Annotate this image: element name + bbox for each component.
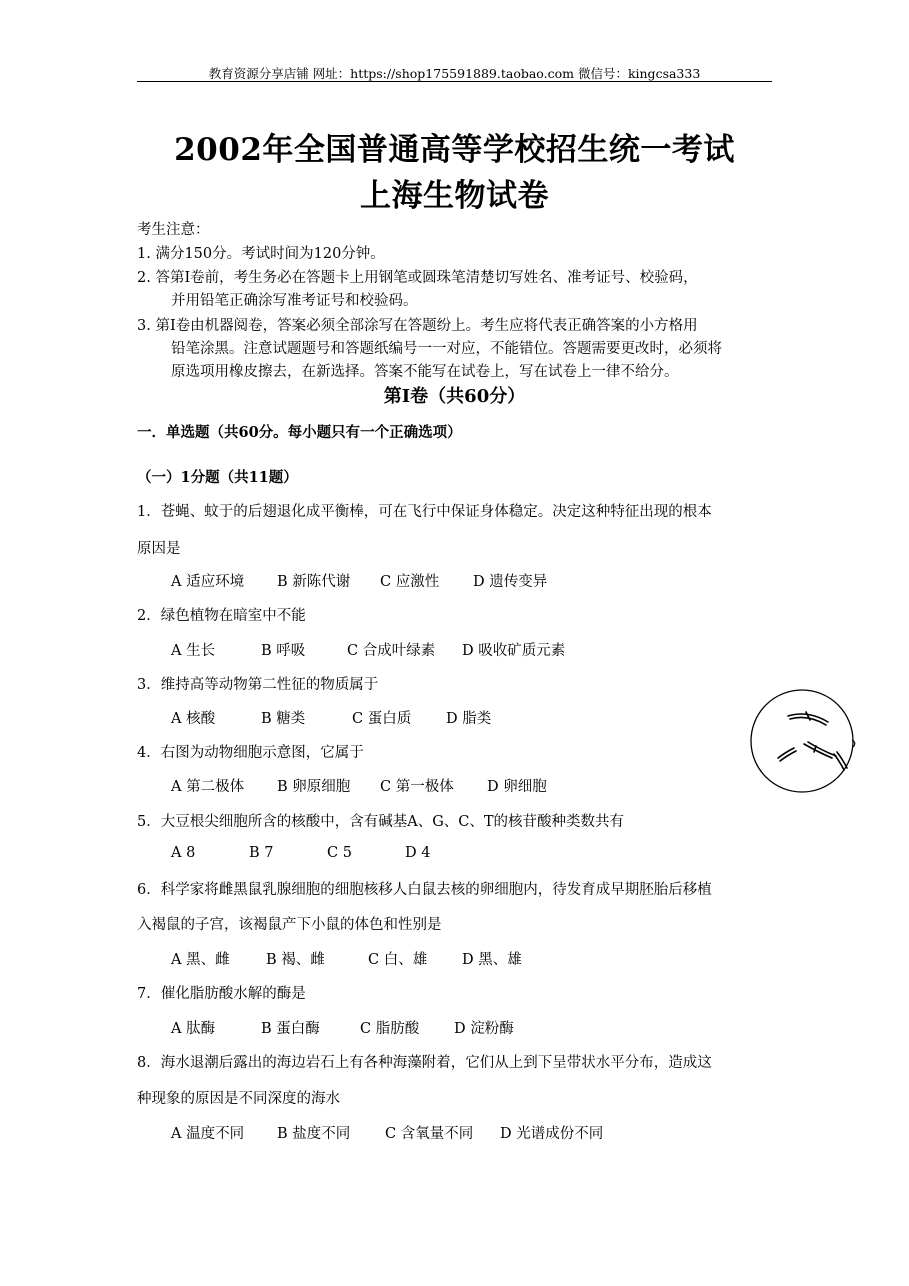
chromosome-2 (804, 742, 836, 758)
q6-option-a: A 黑、雌 (171, 952, 230, 968)
question-1: 1．苍蝇、蚊于的后翅退化成平衡棒，可在飞行中保证身体稳定。决定这种特征出现的根本 (137, 504, 712, 520)
q3-option-d: D 脂类 (446, 711, 492, 727)
notice-item-3: 3. 第Ⅰ卷由机器阅卷，答案必须全部涂写在答题纷上。考生应将代表正确答案的小方格用 (137, 318, 698, 334)
exam-title: 2002年全国普通高等学校招生统一考试 (174, 132, 735, 168)
q3-option-a: A 核酸 (171, 711, 216, 727)
q2-option-c: C 合成叶绿素 (347, 643, 436, 659)
q4-option-a: A 第二极体 (171, 779, 245, 795)
exam-subtitle: 上海生物试卷 (360, 178, 549, 214)
q1-option-b: B 新陈代谢 (277, 574, 351, 590)
q6-option-d: D 黑、雄 (462, 952, 522, 968)
part-title: 第Ⅰ卷（共60分） (383, 386, 526, 407)
question-5: 5．大豆根尖细胞所含的核酸中，含有碱基A、G、C、T的核苷酸种类数共有 (137, 814, 625, 830)
q7-option-c: C 脂肪酸 (360, 1021, 420, 1037)
q3-option-c: C 蛋白质 (352, 711, 412, 727)
q2-option-d: D 吸收矿质元素 (462, 643, 566, 659)
page-header: 教育资源分享店铺 网址：https://shop175591889.taobao.com 微信号：kingcsa333 (208, 66, 701, 81)
cell-membrane (751, 690, 853, 792)
question-2: 2．绿色植物在暗室中不能 (137, 608, 306, 624)
notice-heading: 考生注意： (137, 222, 210, 238)
q3-option-b: B 糖类 (261, 711, 306, 727)
notice-item-2-cont: 并用铅笔正确涂写准考证号和校验码。 (171, 293, 418, 309)
q4-option-b: B 卵原细胞 (277, 779, 351, 795)
question-3: 3．维持高等动物第二性征的物质属于 (137, 677, 379, 693)
question-6: 6．科学家将雌黑鼠乳腺细胞的细胞核移人白鼠去核的卵细胞内，待发育成早期胚胎后移植 (137, 882, 712, 898)
notice-item-3-cont1: 铅笔涂黑。注意试题题号和答题纸编号一一对应，不能错位。答题需要更改时，必须将 (171, 341, 722, 357)
question-4: 4．右图为动物细胞示意图，它属于 (137, 745, 364, 761)
q5-option-c: C 5 (327, 845, 352, 861)
q5-option-a: A 8 (171, 845, 196, 861)
header-rule (137, 81, 772, 82)
question-1-cont: 原因是 (137, 541, 181, 557)
q1-option-a: A 适应环境 (171, 574, 245, 590)
notice-item-2: 2. 答第Ⅰ卷前，考生务必在答题卡上用钢笔或圆珠笔清楚切写姓名、准考证号、校验码， (137, 270, 698, 286)
q2-option-b: B 呼吸 (261, 643, 306, 659)
q7-option-b: B 蛋白酶 (261, 1021, 320, 1037)
chromosome-3 (778, 748, 796, 761)
q8-option-a: A 温度不同 (171, 1126, 245, 1142)
chromosome-1 (788, 712, 828, 725)
q8-option-c: C 含氧量不同 (385, 1126, 474, 1142)
question-8: 8．海水退潮后露出的海边岩石上有各种海藻附着，它们从上到下呈带状水平分布，造成这 (137, 1055, 712, 1071)
q4-option-d: D 卵细胞 (487, 779, 547, 795)
q8-option-d: D 光谱成份不同 (500, 1126, 604, 1142)
q6-option-c: C 白、雄 (368, 952, 428, 968)
notice-item-1: 1. 满分150分。考试时间为120分钟。 (137, 246, 385, 262)
q5-option-d: D 4 (405, 845, 431, 861)
subsection-heading: （一）1分题（共11题） (137, 469, 298, 486)
q8-option-b: B 盐度不同 (277, 1126, 351, 1142)
q2-option-a: A 生长 (171, 643, 216, 659)
q6-option-b: B 褐、雌 (266, 952, 325, 968)
q7-option-a: A 肽酶 (171, 1021, 216, 1037)
notice-item-3-cont2: 原选项用橡皮擦去，在新选择。答案不能写在试卷上，写在试卷上一律不给分。 (171, 364, 679, 380)
q1-option-d: D 遗传变异 (473, 574, 548, 590)
question-6-cont: 入褐鼠的子宫，该褐鼠产下小鼠的体色和性别是 (137, 917, 442, 933)
question-8-cont: 种现象的原因是不同深度的海水 (137, 1091, 340, 1107)
q5-option-b: B 7 (249, 845, 274, 861)
animal-cell-diagram (748, 686, 860, 798)
section-heading: 一．单选题（共60分。每小题只有一个正确选项） (137, 424, 462, 441)
question-7: 7．催化脂肪酸水解的酶是 (137, 986, 306, 1002)
q1-option-c: C 应激性 (380, 574, 440, 590)
q7-option-d: D 淀粉酶 (454, 1021, 514, 1037)
q4-option-c: C 第一极体 (380, 779, 454, 795)
